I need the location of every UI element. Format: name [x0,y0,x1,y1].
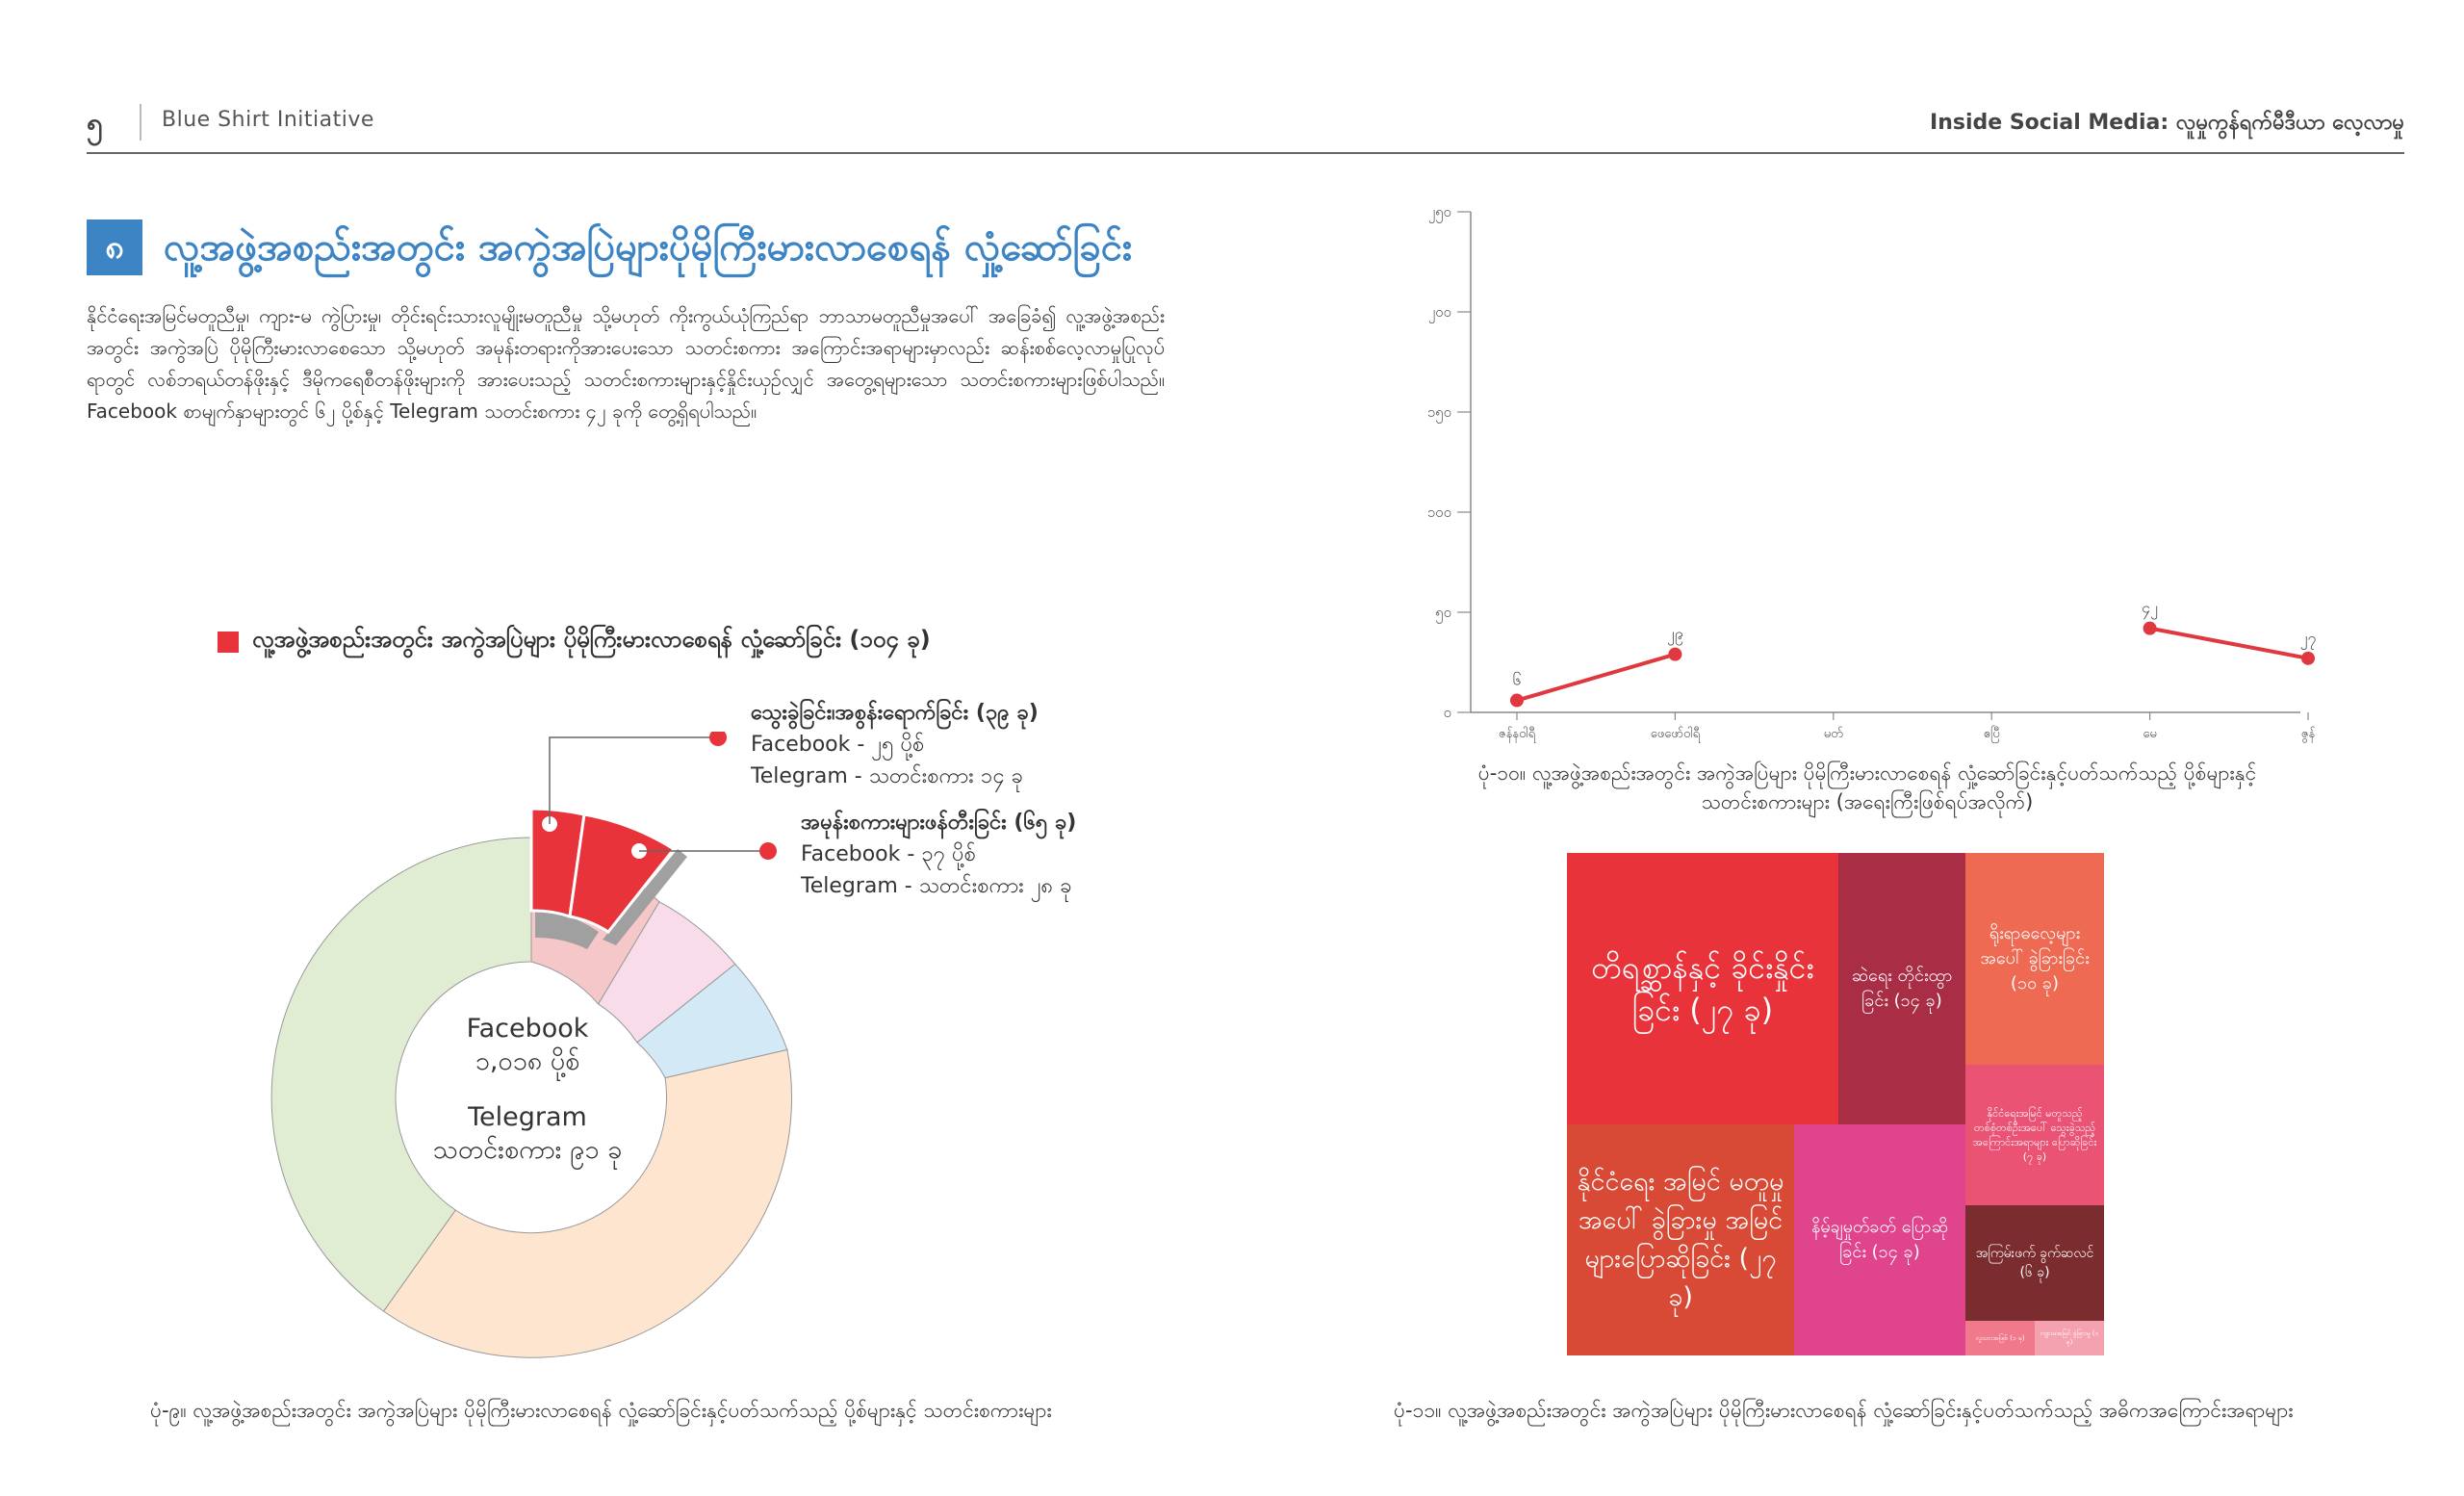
publication-title: Inside Social Media: လူမှုကွန်ရက်မီဒီယာ လေ့လာမှု [1930,111,2404,135]
treemap-tile: နိုင်ငံရေး အမြင် မတူမှုအပေါ် ခွဲခြားမှု အမြင်များပြောဆိုခြင်း (၂၇ ခု) [1567,1124,1794,1355]
y-tick-label: ၂၅၀ [1427,203,1451,220]
donut-center-telegram [383,1101,672,1167]
y-tick-label: ၀ [1443,704,1451,721]
x-tick-label: ဇန်နဝါရီ [1498,727,1536,741]
data-label: ၆ [1512,670,1522,689]
y-tick-label: ၁၅၀ [1426,403,1451,421]
callout-dot [709,732,727,746]
legend-swatch [218,632,239,653]
center-fb-label: Facebook [466,1014,589,1044]
treemap-tile: အကြမ်းဖက် ခွက်ဆလင် (၆ ခု) [1965,1205,2104,1321]
callout-dot [759,842,777,860]
center-fb-value: ၁,၀၁၈ ပို့စ် [475,1046,580,1076]
header-divider [140,104,141,141]
treemap-tile: နိုင်ငံရေးအမြင် မတူသည့် တစ်စုံတစ်ဦးအပေါ် သွေးခွဲသည့် အကြောင်းအရာများ ပြောဆိုခြင်း (၇ ခု) [1965,1065,2104,1205]
center-tg-label: Telegram [468,1102,587,1132]
callout-title: အမုန်းစကားများဖန်တီးခြင်း (၆၅ ခု) [801,811,1077,835]
treemap-tile: နိမ့်ချမှုတ်ခတ် ပြောဆိုခြင်း (၁၄ ခု) [1794,1124,1965,1355]
donut-legend-label: လူ့အဖွဲ့အစည်းအတွင်း အကွဲအပြဲများ ပိုမိုကြီးမားလာစေရန် လှုံ့ဆော်ခြင်း (၁၀၄ ခု) [252,626,931,653]
callout-facebook: Facebook - ၃၇ ပို့စ် [801,842,976,866]
data-label: ၄၂ [2142,598,2159,617]
section-number-badge: ၈ [87,219,142,275]
line-chart-caption: ပုံ-၁၀။ လူ့အဖွဲ့အစည်းအတွင်း အကွဲအပြဲများ ပိုမိုကြီးမားလာစေရန် လှုံ့ဆော်ခြင်းနှင့်ပတ်သက်သည့် ပို့စ်များနှင့် သတင်းစကားများ (အရေးကြီးဖြစ်ရပ်အလိုက်) [1477,761,2257,813]
y-tick-label: ၂၀၀ [1427,303,1451,321]
treemap-tile: ကျားမအမြင် ခွဲခြားမှု (၁ ခု) [2035,1321,2104,1355]
y-tick-label: ၅၀ [1435,604,1451,621]
callout-facebook: Facebook - ၂၅ ပို့စ် [751,733,925,757]
treemap [1567,853,2104,1355]
section-title: လူ့အဖွဲ့အစည်းအတွင်း အကွဲအပြဲများပိုမိုကြီးမားလာစေရန် လှုံ့ဆော်ခြင်း [164,225,1133,270]
x-tick-label: ဧပြီ [1983,727,2000,741]
callout-telegram: Telegram - သတင်းစကား ၂၈ ခု [801,874,1072,898]
data-label: ၂၇ [2299,628,2317,647]
x-tick-label: မေ [2143,727,2157,741]
y-tick-label: ၁၀၀ [1426,503,1451,521]
treemap-tile: လူသားအဖြစ် (၁ ခု) [1965,1321,2035,1355]
x-tick-label: ဇွန် [2300,727,2316,741]
data-point [2301,652,2315,665]
treemap-caption: ပုံ-၁၁။ လူ့အဖွဲ့အစည်းအတွင်း အကွဲအပြဲများ ပိုမိုကြီးမားလာစေရန် လှုံ့ဆော်ခြင်းနှင့်ပတ်သက်သည့် အဓိကအကြောင်းအရာများ [1394,1399,2294,1422]
series-line [2150,629,2308,658]
data-label: ၂၉ [1666,624,1683,643]
x-tick-label: မတ် [1823,727,1843,741]
x-tick-label: ဖေဖော်ဝါရီ [1650,727,1701,741]
data-point [2143,622,2157,635]
page-number: ၅ [87,107,103,141]
line-chart [1415,193,2320,751]
treemap-tile: ရိုးရာဓလေ့များအပေါ် ခွဲခြားခြင်း (၁၀ ခု) [1965,853,2104,1065]
callout-hate-speech [801,807,1076,902]
data-point [1510,694,1524,708]
center-tg-value: သတင်းစကား ၉၁ ခု [432,1135,623,1165]
brand-name: Blue Shirt Initiative [162,108,374,132]
treemap-tile: တိရစ္ဆာန်နှင့် ခိုင်းနှိုင်းခြင်း (၂၇ ခု) [1567,853,1838,1124]
callout-title: သွေးခွဲခြင်း၊အစွန်းရောက်ခြင်း (၃၉ ခု) [751,701,1039,725]
callout-telegram: Telegram - သတင်းစကား ၁၄ ခု [751,764,1023,788]
treemap-tile: ဆဲရေး တိုင်းထွာခြင်း (၁၄ ခု) [1838,853,1965,1124]
header-rule [87,152,2404,154]
donut-center-facebook [383,1013,672,1078]
donut-caption: ပုံ-၉။ လူ့အဖွဲ့အစည်းအတွင်း အကွဲအပြဲများ ပိုမိုကြီးမားလာစေရန် လှုံ့ဆော်ခြင်းနှင့်ပတ်သက်သည့် ပို့စ်များနှင့် သတင်းစကားများ [150,1399,1052,1422]
data-point [1668,648,1681,661]
intro-paragraph: နိုင်ငံရေးအမြင်မတူညီမှု၊ ကျား-မ ကွဲပြားမှု၊ တိုင်းရင်းသားလူမျိုးမတူညီမှု သို့မဟုတ် ကိုးကွယ်ယုံကြည်ရာ ဘာသာမတူညီမှုအပေါ် အခြေခံ၍ လူ့အဖွဲ့အစည်းအတွင်း အကွဲအပြဲ ပိုမိုကြီးမားလာစေသော သို့မဟုတ် အမုန်းတရားကိုအားပေးသော သတင်းစကား အကြောင်းအရာများမှာလည်း ဆန်းစစ်လေ့လာမှုပြုလုပ်ရာတွင် လစ်ဘရယ်တန်ဖိုးနှင့် ဒီမိုကရေစီတန်ဖိုးများကို အားပေးသည့် သတင်းစကားများနှင့်နှိုင်းယှဉ်လျှင် အတွေ့ရများသော သတင်းစကားများဖြစ်ပါသည်။ Facebook စာမျက်နှာများတွင် ၆၂ ပို့စ်နှင့် Telegram သတင်းစကား ၄၂ ခုကို တွေ့ရှိရပါသည်။ [87,304,1165,423]
callout-leader [550,737,718,824]
series-line [1517,655,1675,701]
